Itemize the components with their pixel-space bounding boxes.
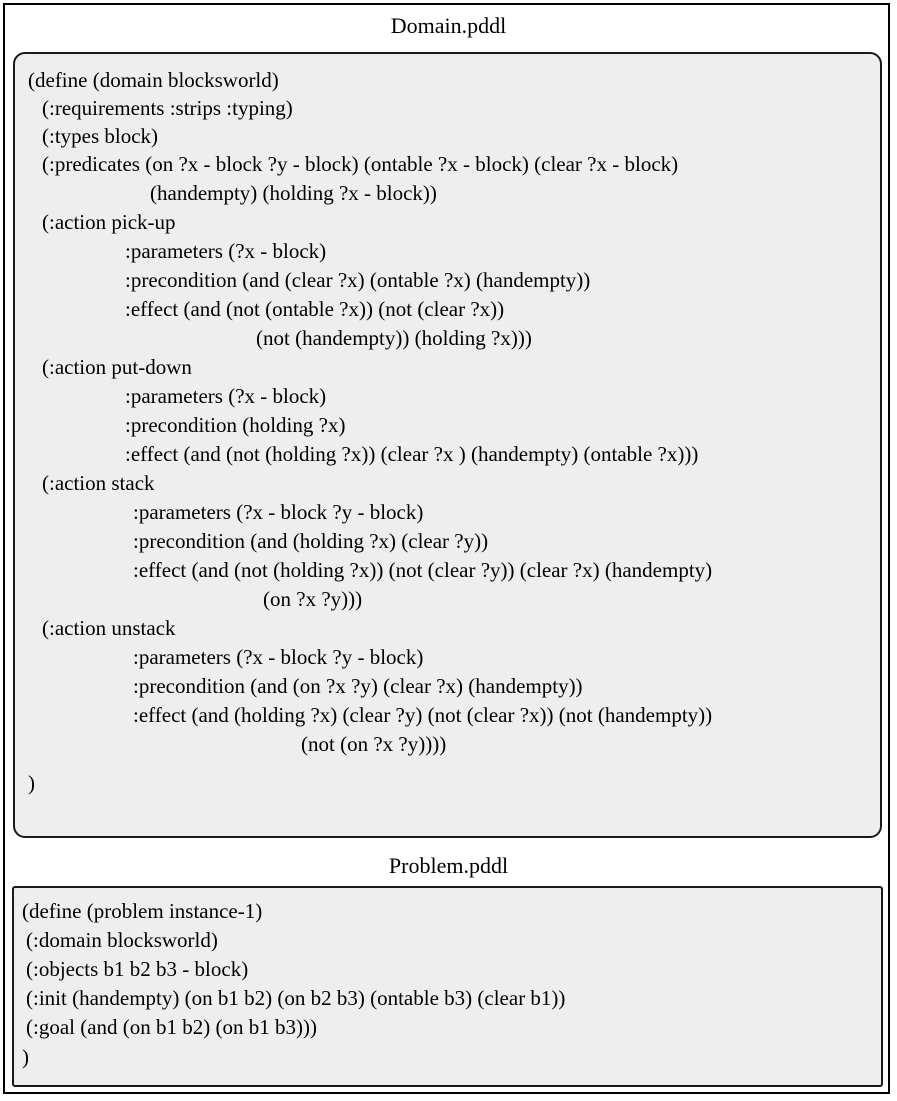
code-line: (define (domain blocksworld) xyxy=(28,68,279,92)
code-line: ) xyxy=(22,1045,29,1069)
code-line: :parameters (?x - block) xyxy=(125,384,327,408)
code-line: (:objects b1 b2 b3 - block) xyxy=(26,957,249,981)
code-line: :precondition (holding ?x) xyxy=(125,413,346,437)
code-line: :precondition (and (holding ?x) (clear ?y)) xyxy=(133,529,489,553)
code-line: (:action put-down xyxy=(42,355,192,379)
code-line: (not (on ?x ?y)))) xyxy=(301,732,447,756)
code-line: :parameters (?x - block) xyxy=(125,239,327,263)
domain-code-box xyxy=(13,52,882,838)
code-line: ) xyxy=(28,771,35,795)
code-line: (handempty) (holding ?x - block)) xyxy=(150,181,437,205)
code-line: (not (handempty)) (holding ?x))) xyxy=(256,326,532,350)
code-line: (:goal (and (on b1 b2) (on b1 b3))) xyxy=(26,1015,318,1039)
code-line: :parameters (?x - block ?y - block) xyxy=(133,500,424,524)
code-line: :precondition (and (on ?x ?y) (clear ?x) (handempty)) xyxy=(133,674,583,698)
code-line: :effect (and (not (holding ?x)) (clear ?x ) (handempty) (ontable ?x))) xyxy=(125,442,699,466)
problem-code-box xyxy=(12,886,883,1087)
code-line: (on ?x ?y))) xyxy=(263,587,363,611)
code-line: (:action stack xyxy=(42,471,155,495)
domain-file-title: Domain.pddl xyxy=(390,13,507,38)
code-line: :precondition (and (clear ?x) (ontable ?x) (handempty)) xyxy=(125,268,591,292)
code-line: :effect (and (holding ?x) (clear ?y) (not (clear ?x)) (not (handempty)) xyxy=(133,703,713,727)
code-line: (:action unstack xyxy=(42,616,176,640)
code-line: (define (problem instance-1) xyxy=(22,899,263,923)
code-line: (:action pick-up xyxy=(42,210,176,234)
code-line: (:predicates (on ?x - block ?y - block) (ontable ?x - block) (clear ?x - block) xyxy=(42,152,679,176)
problem-file-title: Problem.pddl xyxy=(388,853,509,878)
code-line: (:domain blocksworld) xyxy=(26,928,218,952)
code-line: :parameters (?x - block ?y - block) xyxy=(133,645,424,669)
code-line: :effect (and (not (ontable ?x)) (not (clear ?x)) xyxy=(125,297,505,321)
code-line: (:types block) xyxy=(42,124,159,148)
code-line: (:requirements :strips :typing) xyxy=(42,96,293,120)
code-line: (:init (handempty) (on b1 b2) (on b2 b3) (ontable b3) (clear b1)) xyxy=(26,986,566,1010)
code-line: :effect (and (not (holding ?x)) (not (clear ?y)) (clear ?x) (handempty) xyxy=(133,558,713,582)
